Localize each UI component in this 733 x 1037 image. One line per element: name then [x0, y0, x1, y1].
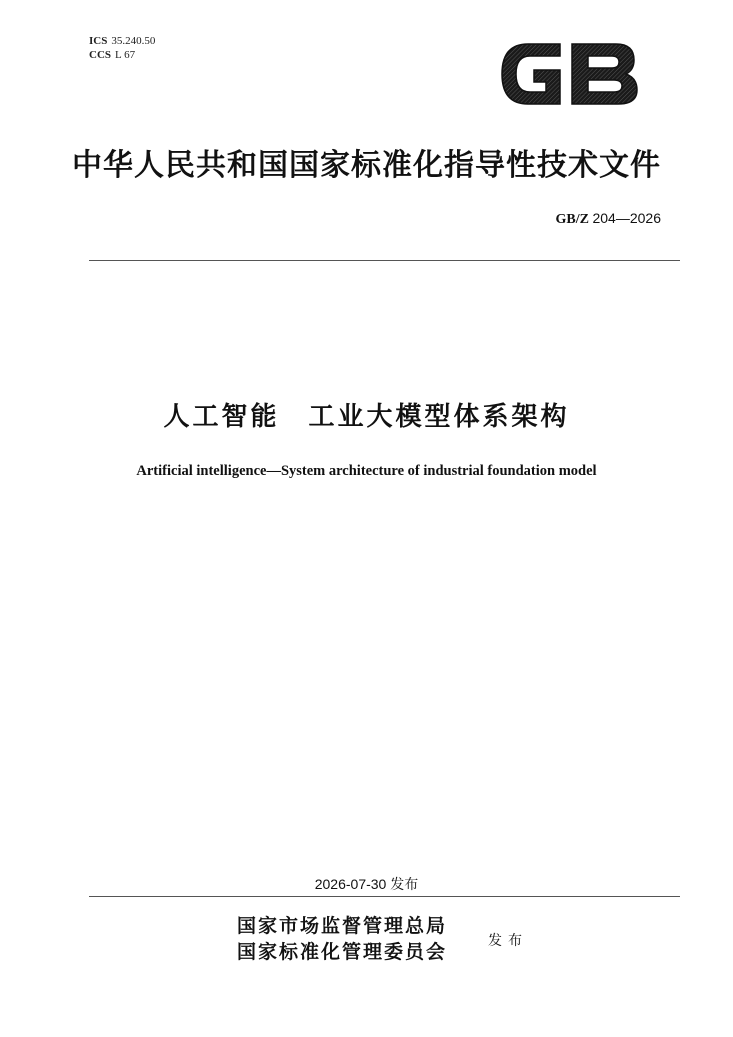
ccs-code — [89, 48, 155, 62]
top-divider — [89, 260, 680, 261]
logo-text: GB — [498, 36, 500, 37]
document-type-heading: 中华人民共和国国家标准化指导性技术文件 — [72, 148, 661, 183]
publish-date: 2026-07-30 发布 — [314, 876, 419, 892]
gb-logo — [498, 36, 641, 112]
classification-codes — [89, 34, 155, 62]
ics-code — [89, 34, 155, 48]
title-english: Artificial intelligence—System architecture of industrial foundation model — [136, 463, 597, 479]
issuer-sac: 国家标准化管理委员会 — [237, 941, 448, 963]
document-number-prefix: GB/Z — [555, 212, 589, 227]
document-number — [556, 210, 661, 228]
issuer-samr: 国家市场监督管理总局 — [237, 915, 448, 937]
ccs-label: CCS — [89, 49, 112, 61]
title-chinese: 人工智能 工业大模型体系架构 — [163, 402, 570, 432]
bottom-divider — [89, 896, 680, 897]
ics-value: 35.240.50 — [111, 35, 156, 47]
issuing-authorities — [237, 913, 447, 965]
document-number-value: 204—2026 — [592, 210, 661, 226]
issue-label: 发布 — [488, 933, 528, 949]
ccs-value: L 67 — [115, 49, 136, 61]
ics-label: ICS — [89, 35, 108, 47]
